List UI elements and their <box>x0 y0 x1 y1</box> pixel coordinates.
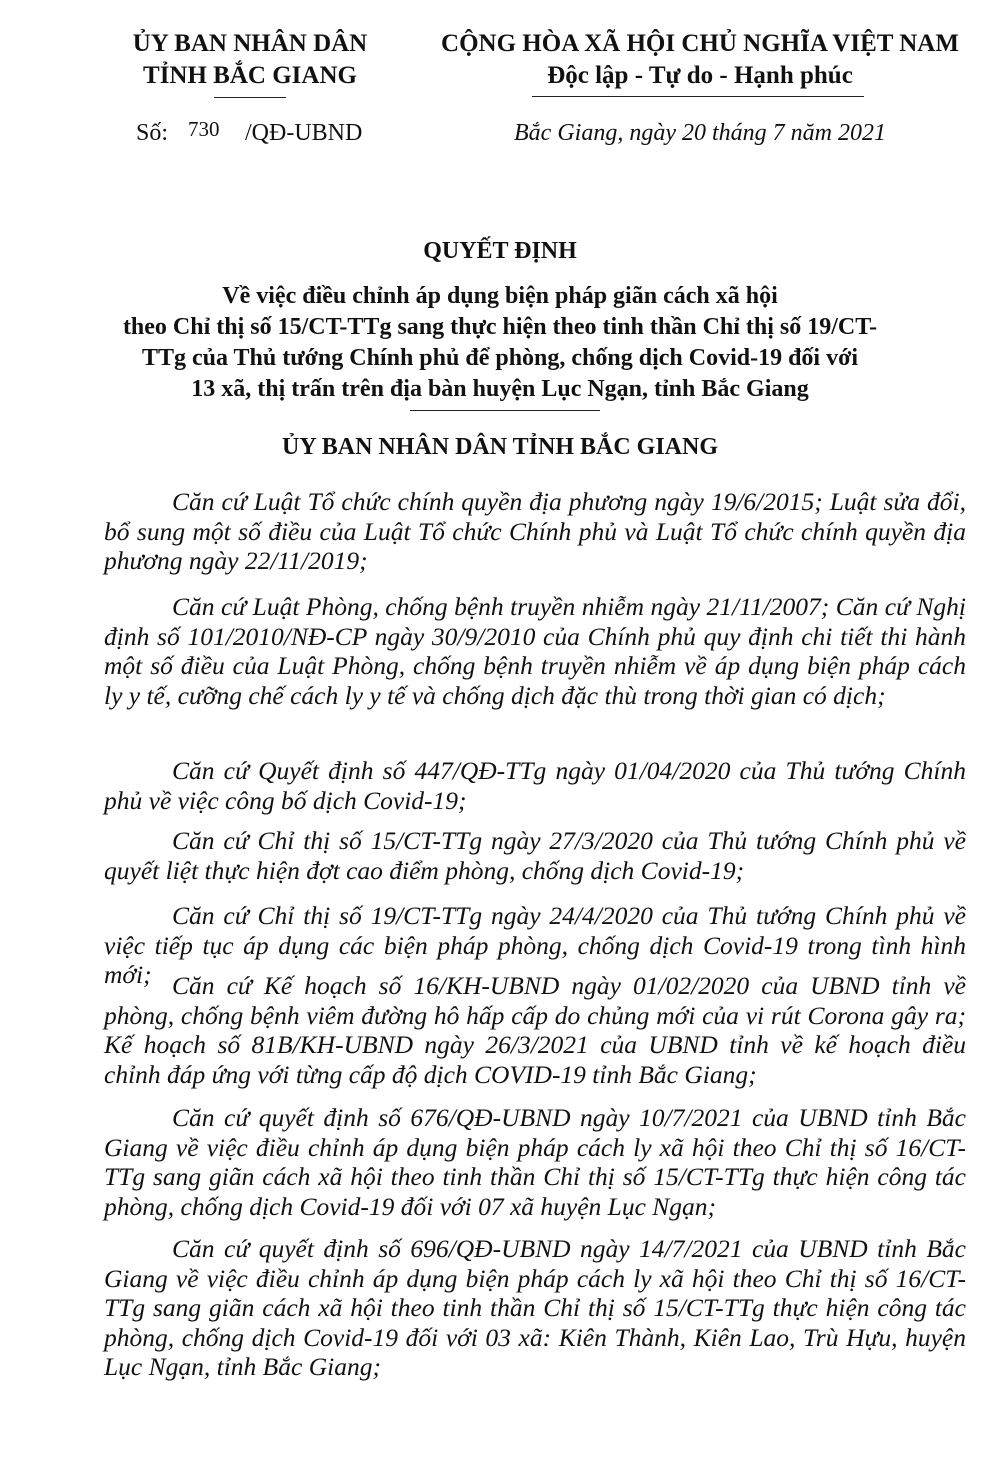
paragraph-2: Căn cứ Luật Phòng, chống bệnh truyền nhiễm ngày 21/11/2007; Căn cứ Nghị định số 101/2010/NĐ-CP ngày 30/9/2010 của Chính phủ quy định chi tiết thi hành một số điều của Luật Phòng, chống bệnh truyền nhiễm về áp dụng biện pháp cách ly y tế, cưỡng chế cách ly y tế và chống dịch đặc thù trong thời gian có dịch; <box>104 592 966 710</box>
paragraph-5: Căn cứ Chỉ thị số 19/CT-TTg ngày 24/4/2020 của Thủ tướng Chính phủ về việc tiếp tục áp dụng các biện pháp phòng, chống dịch Covid-19 trong tình hình mới; <box>104 901 966 989</box>
subject-line-4: 13 xã, thị trấn trên địa bàn huyện Lục Ngạn, tỉnh Bắc Giang <box>191 376 809 402</box>
motto-underline <box>532 96 864 97</box>
document-number-label: Số: <box>136 120 169 146</box>
issuer-underline <box>214 97 286 98</box>
authority-heading: ỦY BAN NHÂN DÂN TỈNH BẮC GIANG <box>281 434 719 460</box>
subject-underline <box>410 410 600 411</box>
place-date: Bắc Giang, ngày 20 tháng 7 năm 2021 <box>514 120 886 146</box>
national-motto: Độc lập - Tự do - Hạnh phúc <box>547 62 853 89</box>
national-title: CỘNG HÒA XÃ HỘI CHỦ NGHĨA VIỆT NAM <box>441 30 959 57</box>
subject-line-3: TTg của Thủ tướng Chính phủ để phòng, chống dịch Covid-19 đối với <box>141 345 859 371</box>
document-number-suffix: /QĐ-UBND <box>245 120 363 146</box>
paragraph-7: Căn cứ quyết định số 676/QĐ-UBND ngày 10/7/2021 của UBND tỉnh Bắc Giang về việc điều chỉnh áp dụng biện pháp cách ly xã hội theo Chỉ thị số 16/CT-TTg sang giãn cách xã hội theo tinh thần Chỉ thị số 15/CT-TTg thực hiện công tác phòng, chống dịch Covid-19 đối với 07 xã huyện Lục Ngạn; <box>104 1103 966 1221</box>
document-number: 730 <box>188 117 220 141</box>
paragraph-6: Căn cứ Kế hoạch số 16/KH-UBND ngày 01/02/2020 của UBND tỉnh về phòng, chống bệnh viêm đường hô hấp cấp do chủng mới của vi rút Corona gây ra; Kế hoạch số 81B/KH-UBND ngày 26/3/2021 của UBND tỉnh về kế hoạch điều chỉnh đáp ứng với từng cấp độ dịch COVID-19 tỉnh Bắc Giang; <box>104 971 966 1089</box>
issuer-line-1: ỦY BAN NHÂN DÂN <box>132 30 368 57</box>
issuer-line-2: TỈNH BẮC GIANG <box>143 62 357 89</box>
subject-line-2: theo Chỉ thị số 15/CT-TTg sang thực hiện theo tinh thần Chỉ thị số 19/CT- <box>122 314 878 340</box>
subject-line-1: Về việc điều chỉnh áp dụng biện pháp giãn cách xã hội <box>222 283 778 309</box>
paragraph-1: Căn cứ Luật Tổ chức chính quyền địa phương ngày 19/6/2015; Luật sửa đổi, bổ sung một số điều của Luật Tổ chức Chính phủ và Luật Tổ chức chính quyền địa phương ngày 22/11/2019; <box>104 487 966 575</box>
paragraph-4: Căn cứ Chỉ thị số 15/CT-TTg ngày 27/3/2020 của Thủ tướng Chính phủ về quyết liệt thực hiện đợt cao điểm phòng, chống dịch Covid-19; <box>104 826 966 885</box>
paragraph-3: Căn cứ Quyết định số 447/QĐ-TTg ngày 01/04/2020 của Thủ tướng Chính phủ về việc công bố dịch Covid-19; <box>104 756 966 815</box>
paragraph-8: Căn cứ quyết định số 696/QĐ-UBND ngày 14/7/2021 của UBND tỉnh Bắc Giang về việc điều chỉnh áp dụng biện pháp cách ly xã hội theo Chỉ thị số 16/CT-TTg sang giãn cách xã hội theo tinh thần Chỉ thị số 15/CT-TTg thực hiện công tác phòng, chống dịch Covid-19 đối với 03 xã: Kiên Thành, Kiên Lao, Trù Hựu, huyện Lục Ngạn, tỉnh Bắc Giang; <box>104 1234 966 1381</box>
decision-title: QUYẾT ĐỊNH <box>423 238 577 264</box>
